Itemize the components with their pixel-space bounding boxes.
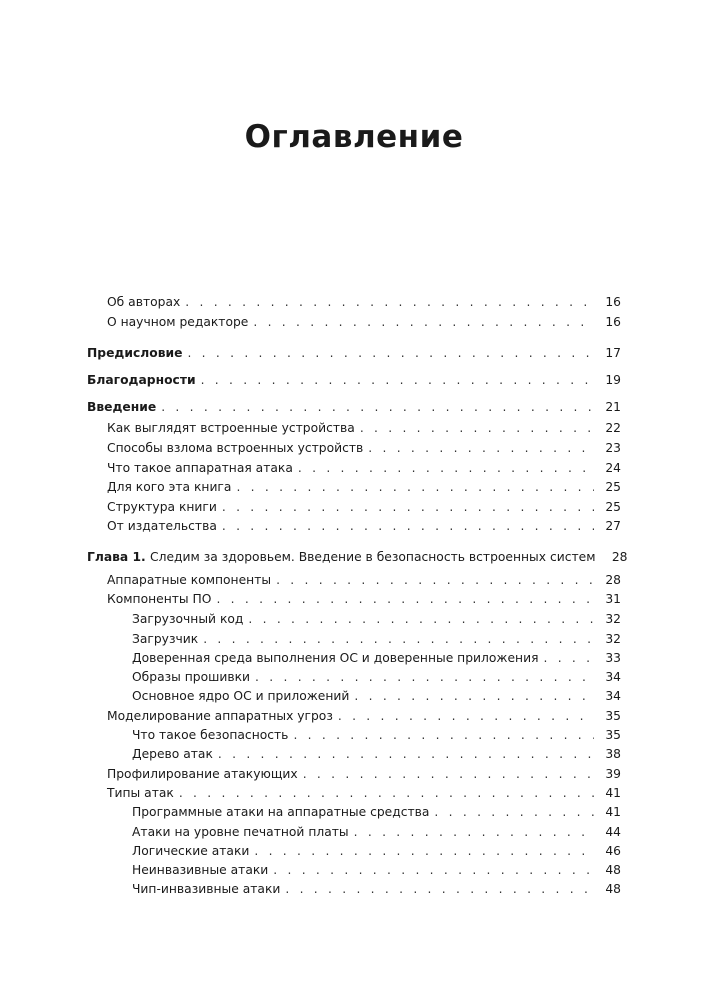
page-number: 16: [605, 315, 621, 329]
toc-entry: [0, 706, 708, 724]
toc-entry-title: О научном редакторе: [107, 315, 249, 329]
page-number: 34: [605, 670, 621, 684]
dot-leader: [222, 499, 594, 515]
page-number: 25: [605, 480, 621, 494]
toc-entry-title: Неинвазивные атаки: [132, 863, 269, 877]
toc-entry-title: Программные атаки на аппаратные средства: [132, 805, 430, 819]
toc-entry: [0, 686, 708, 704]
toc-entry-title: Как выглядят встроенные устройства: [107, 421, 355, 435]
dot-leader: [276, 572, 594, 588]
toc-entry-title: Загрузочный код: [132, 612, 244, 626]
dot-leader: [187, 345, 594, 361]
page-number: 39: [605, 767, 621, 781]
toc-entry-title: Структура книги: [107, 500, 217, 514]
toc-entry: [0, 570, 708, 588]
toc-entry: [0, 764, 708, 782]
page-number: 32: [605, 632, 621, 646]
page-number: 28: [611, 550, 628, 564]
toc-entry: [0, 802, 708, 820]
page-number: 41: [605, 786, 621, 800]
page-number: 48: [605, 863, 621, 877]
toc-entry-title: Благодарности: [87, 373, 196, 387]
page-number: 35: [605, 728, 621, 742]
page-number: 21: [605, 400, 621, 414]
toc-entry: [0, 418, 708, 436]
page-number: 25: [605, 500, 621, 514]
dot-leader: [298, 460, 594, 476]
toc-entry: [0, 547, 708, 565]
dot-leader: [236, 479, 594, 495]
toc-entry-title: Атаки на уровне печатной платы: [132, 825, 349, 839]
page-number: 34: [605, 689, 621, 703]
toc-entry-title: Аппаратные компоненты: [107, 573, 272, 587]
toc-entry: [0, 609, 708, 627]
toc-entry-title: Способы взлома встроенных устройств: [107, 441, 364, 455]
dot-leader: [216, 591, 594, 607]
toc-entry: [0, 783, 708, 801]
page-number: 35: [605, 709, 621, 723]
toc-entry-title: Дерево атак: [132, 747, 213, 761]
dot-leader: [179, 785, 594, 801]
toc-entry: [0, 497, 708, 515]
toc-entry: [0, 744, 708, 762]
dot-leader: [273, 862, 594, 878]
toc-entry-title: Образы прошивки: [132, 670, 251, 684]
dot-leader: [203, 631, 594, 647]
dot-leader: [360, 420, 594, 436]
toc-entry: [0, 841, 708, 859]
dot-leader: [253, 314, 594, 330]
chapter-title: Следим за здоровьем. Введение в безопасность встроенных систем: [150, 550, 596, 564]
toc-entry: [0, 292, 708, 310]
toc-entry-title: Чип-инвазивные атаки: [132, 882, 281, 896]
toc-entry: [0, 822, 708, 840]
toc-entry-title: Что такое аппаратная атака: [107, 461, 293, 475]
dot-leader: [248, 611, 594, 627]
dot-leader: [161, 399, 594, 415]
page-number: 16: [605, 295, 621, 309]
dot-leader: [285, 881, 594, 897]
toc-entry-title: Моделирование аппаратных угроз: [107, 709, 333, 723]
page-number: 44: [605, 825, 621, 839]
page-number: 33: [605, 651, 621, 665]
toc-entry-title: Что такое безопасность: [132, 728, 289, 742]
dot-leader: [354, 688, 594, 704]
toc-entry: [0, 879, 708, 897]
dot-leader: [222, 518, 594, 534]
page-number: 23: [605, 441, 621, 455]
dot-leader: [338, 708, 594, 724]
toc-entry-title: Логические атаки: [132, 844, 250, 858]
toc-entry: [0, 860, 708, 878]
toc-entry: [0, 438, 708, 456]
toc-entry-title: Основное ядро ОС и приложений: [132, 689, 350, 703]
page-number: 17: [605, 346, 621, 360]
toc-entry: [0, 343, 708, 361]
page-number: 22: [605, 421, 621, 435]
toc-entry-title: Загрузчик: [132, 632, 199, 646]
page-number: 32: [605, 612, 621, 626]
toc-entry-title: Предисловие: [87, 346, 183, 360]
page-number: 46: [605, 844, 621, 858]
dot-leader: [185, 294, 594, 310]
toc-entry: [0, 458, 708, 476]
toc-entry-title: Об авторах: [107, 295, 181, 309]
dot-leader: [218, 746, 594, 762]
page-title: Оглавление: [244, 119, 464, 155]
page-number: 27: [605, 519, 621, 533]
page-number: 41: [605, 805, 621, 819]
toc-entry-title: [87, 549, 595, 565]
page-number: 19: [605, 373, 621, 387]
page-number: 48: [605, 882, 621, 896]
toc-entry-title: Для кого эта книга: [107, 480, 232, 494]
toc-entry-title: Типы атак: [107, 786, 174, 800]
toc-entry: [0, 725, 708, 743]
toc-entry: [0, 589, 708, 607]
toc-entry-title: Введение: [87, 400, 157, 414]
toc-entry-title: Доверенная среда выполнения ОС и доверенные приложения: [132, 651, 539, 665]
dot-leader: [368, 440, 594, 456]
dot-leader: [293, 727, 594, 743]
toc-entry-title: Профилирование атакующих: [107, 767, 298, 781]
toc-entry-title: Компоненты ПО: [107, 592, 212, 606]
page-number: 31: [605, 592, 621, 606]
page-number: 28: [605, 573, 621, 587]
dot-leader: [434, 804, 594, 820]
dot-leader: [255, 669, 594, 685]
toc-entry: [0, 312, 708, 330]
toc-entry: [0, 516, 708, 534]
toc-entry: [0, 397, 708, 415]
dot-leader: [354, 824, 594, 840]
page-number: 38: [605, 747, 621, 761]
toc-entry: [0, 370, 708, 388]
toc-entry: [0, 648, 708, 666]
toc-entry: [0, 629, 708, 647]
dot-leader: [254, 843, 594, 859]
toc-entry: [0, 477, 708, 495]
toc-entry-title: От издательства: [107, 519, 217, 533]
dot-leader: [201, 372, 594, 388]
dot-leader: [543, 650, 594, 666]
page-number: 24: [605, 461, 621, 475]
chapter-label: Глава 1.: [87, 550, 146, 564]
dot-leader: [303, 766, 594, 782]
toc-entry: [0, 667, 708, 685]
